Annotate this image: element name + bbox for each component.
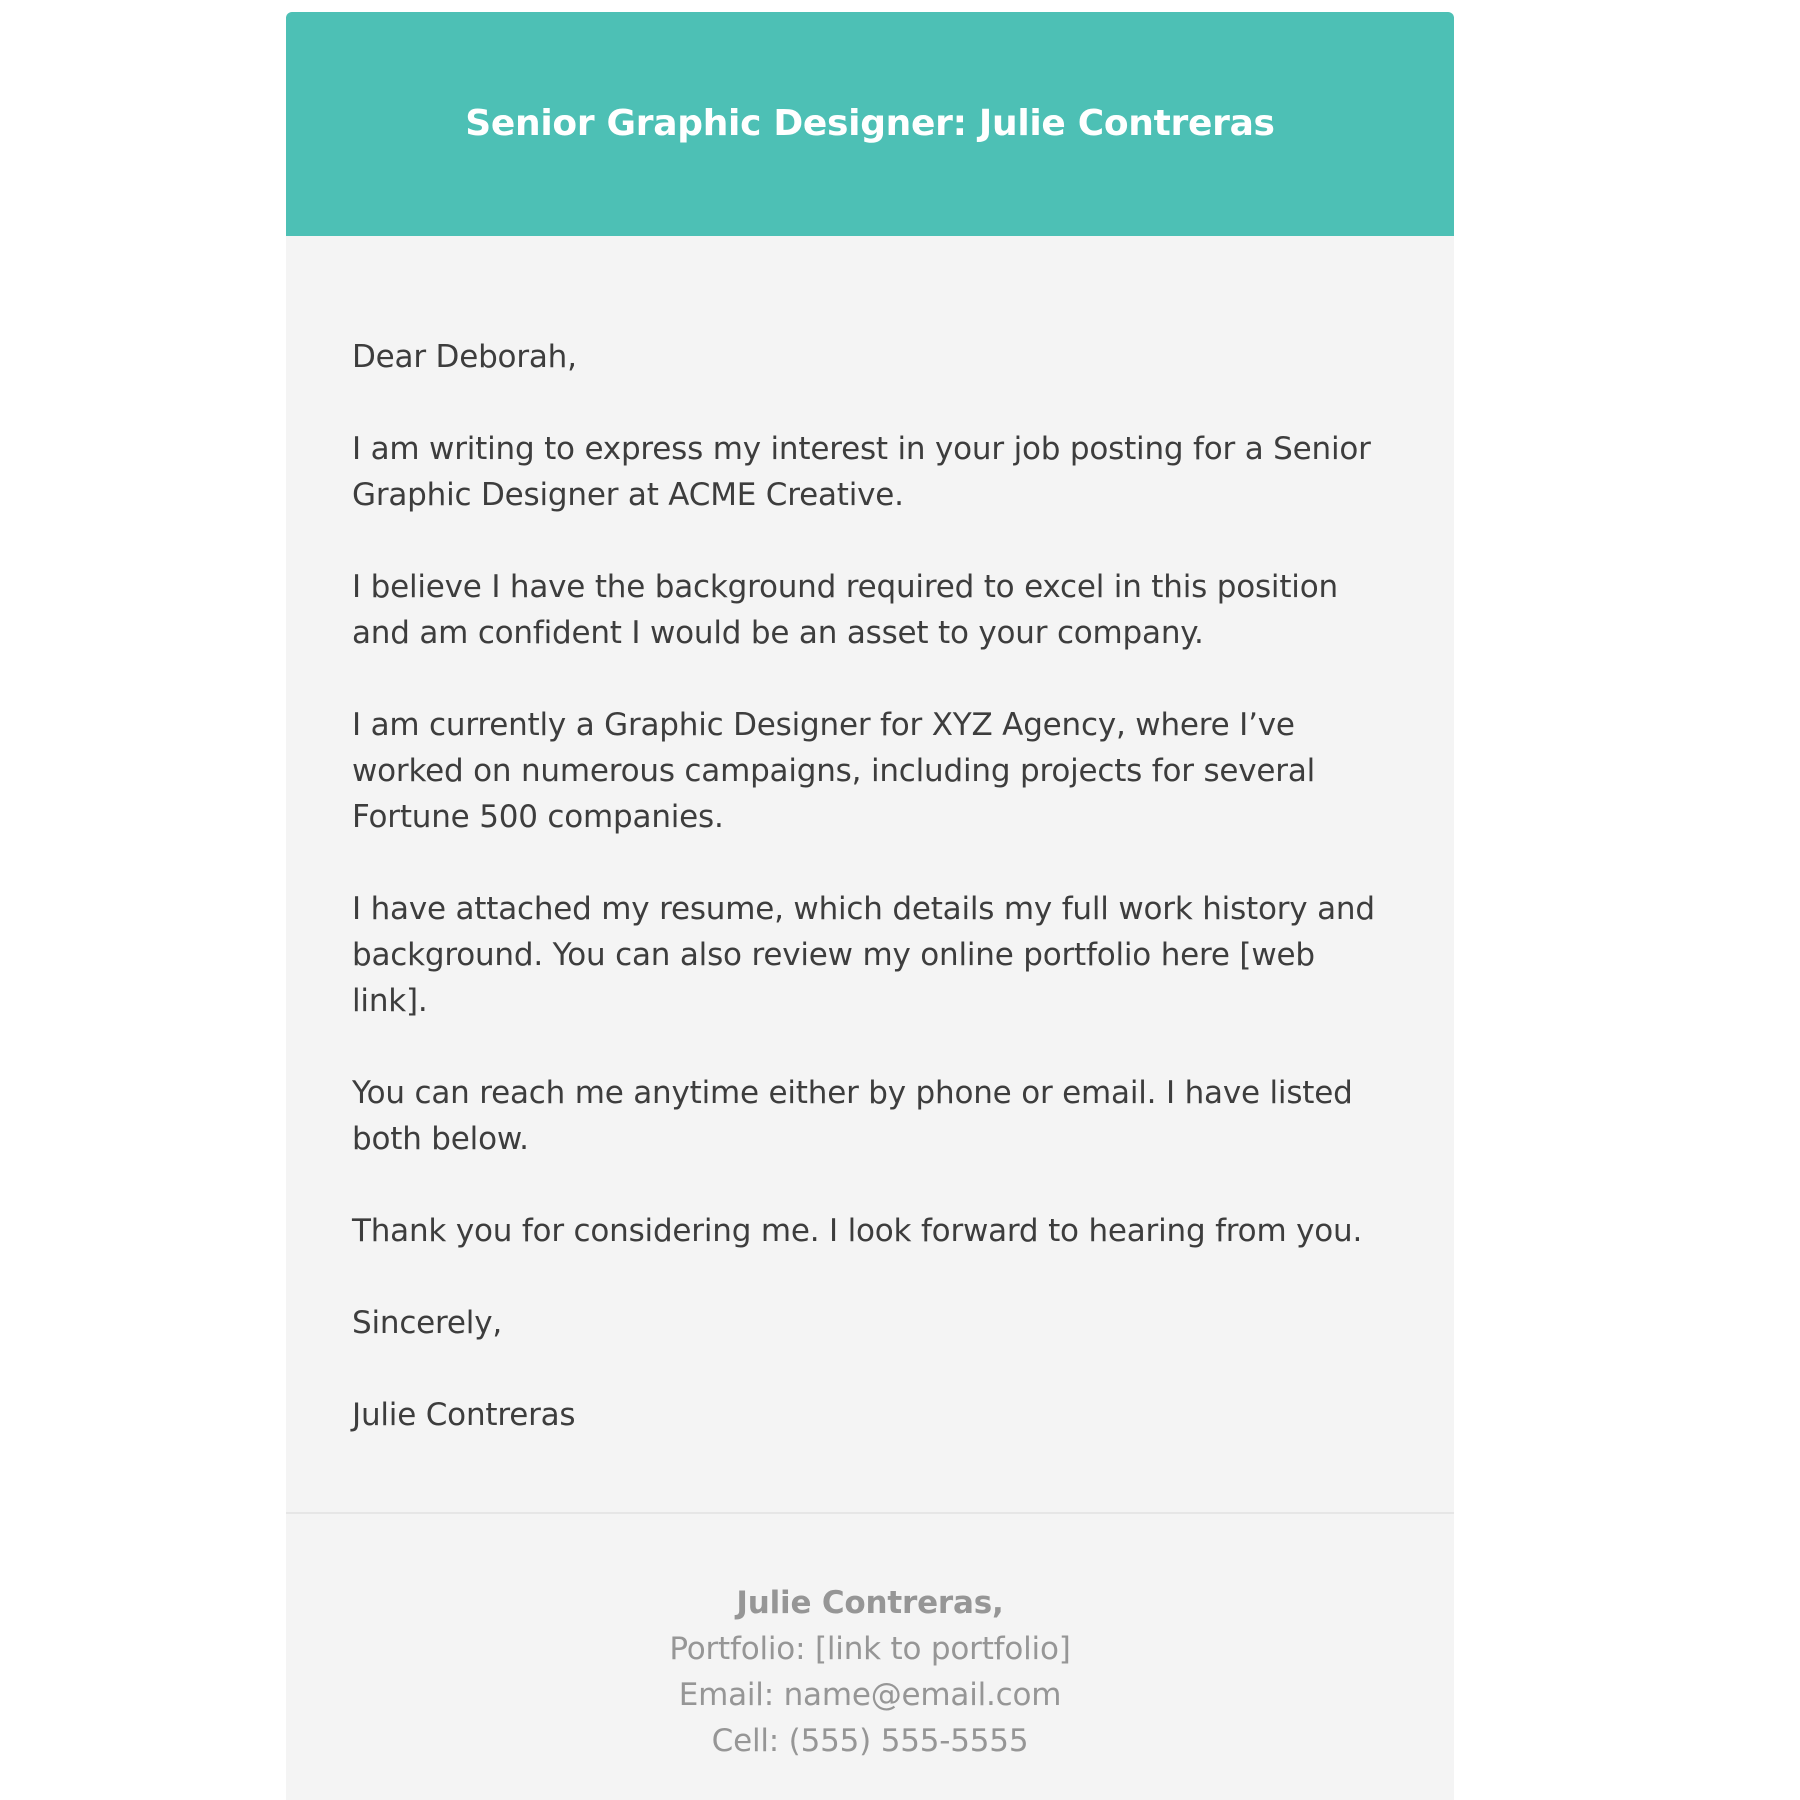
- email-title: Senior Graphic Designer: Julie Contreras: [465, 102, 1275, 144]
- footer-cell: Cell: (555) 555-5555: [711, 1723, 1029, 1759]
- paragraph-interest: I am writing to express my interest in your job posting for a Senior Graphic Designer at ACME Creative.: [352, 431, 1371, 513]
- email-body: [286, 236, 1454, 1514]
- paragraph-contact: You can reach me anytime either by phone or email. I have listed both below.: [352, 1075, 1353, 1157]
- closing: Sincerely,: [352, 1305, 503, 1341]
- footer-email: Email: name@email.com: [678, 1677, 1062, 1713]
- footer-portfolio: Portfolio: [link to portfolio]: [669, 1631, 1071, 1667]
- paragraph-resume: I have attached my resume, which details my full work history and background. You can also review my online portfolio here [web link].: [352, 891, 1375, 1019]
- signature-name: Julie Contreras: [352, 1397, 576, 1433]
- email-header: [286, 12, 1454, 236]
- footer-name: Julie Contreras,: [736, 1585, 1004, 1621]
- greeting: Dear Deborah,: [352, 339, 577, 375]
- email-footer: [286, 1514, 1454, 1764]
- email-card: [286, 12, 1454, 1800]
- paragraph-thanks: Thank you for considering me. I look forward to hearing from you.: [352, 1213, 1363, 1249]
- paragraph-current-role: I am currently a Graphic Designer for XYZ Agency, where I’ve worked on numerous campaigns, including projects for several Fortune 500 companies.: [352, 707, 1316, 835]
- paragraph-background: I believe I have the background required to excel in this position and am confident I would be an asset to your company.: [352, 569, 1338, 651]
